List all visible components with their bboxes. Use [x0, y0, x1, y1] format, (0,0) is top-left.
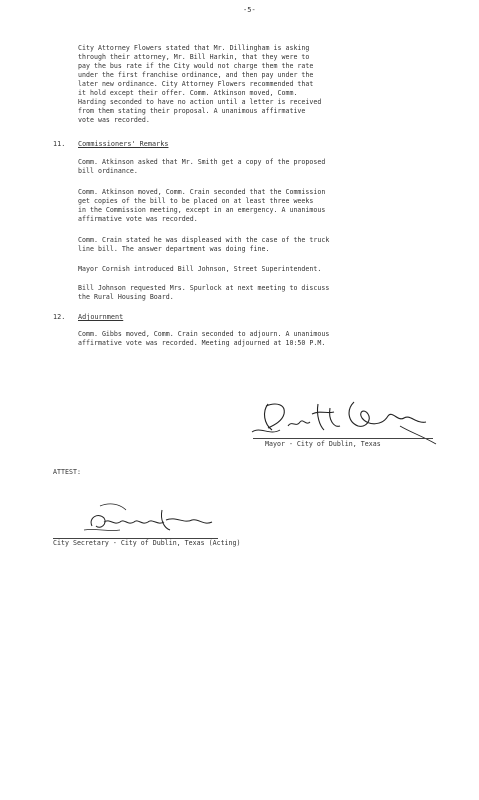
text-line: Bill Johnson requested Mrs. Spurlock at next meeting to discuss — [78, 284, 330, 292]
secretary-caption: City Secretary - City of Dublin, Texas (Acting) — [53, 539, 241, 547]
section-12-title: Adjournment — [78, 313, 124, 321]
text-line: pay the bus rate if the City would not charge them the rate — [78, 62, 314, 70]
text-line: Comm. Atkinson moved, Comm. Crain seconded that the Commission — [78, 188, 326, 196]
text-line: Comm. Atkinson asked that Mr. Smith get a copy of the proposed — [78, 158, 326, 166]
attest-label: ATTEST: — [53, 468, 81, 476]
mayor-caption: Mayor - City of Dublin, Texas — [265, 440, 381, 448]
paragraph-5: Mayor Cornish introduced Bill Johnson, Street Superintendent. — [78, 265, 322, 273]
text-line: bill ordinance. — [78, 167, 138, 175]
text-line: under the first franchise ordinance, and then pay under the — [78, 71, 314, 79]
text-line: Harding seconded to have no action until a letter is received — [78, 98, 322, 106]
text-line: affirmative vote was recorded. Meeting adjourned at 10:50 P.M. — [78, 339, 326, 347]
text-line: it hold except their offer. Comm. Atkinson moved, Comm. — [78, 89, 298, 97]
text-line: the Rural Housing Board. — [78, 293, 174, 301]
section-12-number: 12. — [53, 313, 66, 321]
text-line: vote was recorded. — [78, 116, 150, 124]
text-line: get copies of the bill to be placed on at least three weeks — [78, 197, 314, 205]
text-line: from them stating their proposal. A unanimous affirmative — [78, 107, 306, 115]
text-line: affirmative vote was recorded. — [78, 215, 198, 223]
text-line: Comm. Gibbs moved, Comm. Crain seconded to adjourn. A unanimous — [78, 330, 330, 338]
mayor-signature-line — [253, 438, 433, 439]
page-number: -5- — [243, 6, 256, 14]
text-line: City Attorney Flowers stated that Mr. Dillingham is asking — [78, 44, 310, 52]
text-line: in the Commission meeting, except in an emergency. A unanimous — [78, 206, 326, 214]
section-11-number: 11. — [53, 140, 66, 148]
text-line: Comm. Crain stated he was displeased with the case of the truck — [78, 236, 330, 244]
section-11-title: Commissioners' Remarks — [78, 140, 169, 148]
secretary-signature — [80, 500, 220, 540]
text-line: line bill. The answer department was doing fine. — [78, 245, 270, 253]
text-line: through their attorney, Mr. Bill Harkin, that they were to — [78, 53, 310, 61]
text-line: later new ordinance. City Attorney Flowers recommended that — [78, 80, 314, 88]
